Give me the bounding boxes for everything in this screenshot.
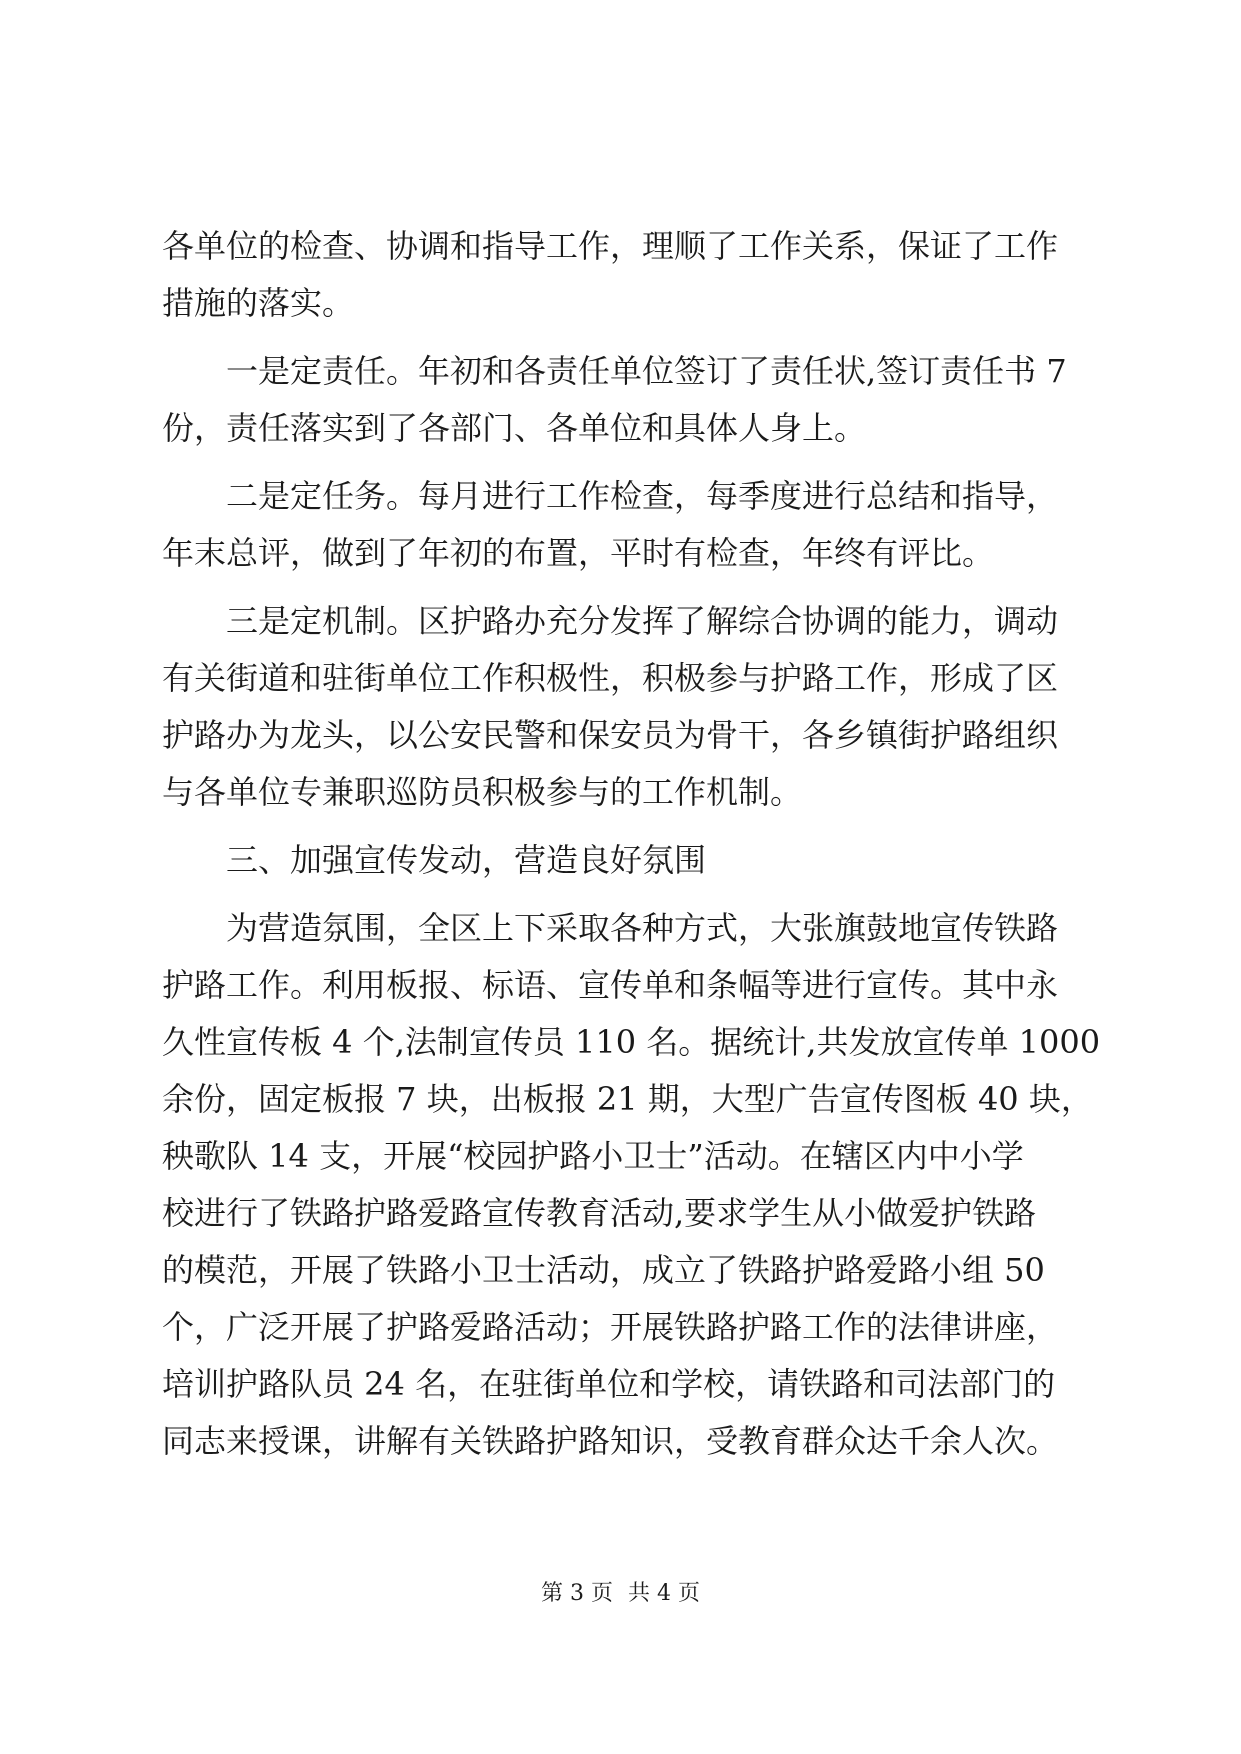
text-line: 个，广泛开展了护路爱路活动；开展铁路护路工作的法律讲座， — [162, 1308, 1059, 1346]
text-line: 有关街道和驻街单位工作积极性，积极参与护路工作，形成了区 — [162, 659, 1059, 697]
text-line: 份，责任落实到了各部门、各单位和具体人身上。 — [162, 409, 867, 447]
text-line: 同志来授课，讲解有关铁路护路知识，受教育群众达千余人次。 — [162, 1422, 1059, 1460]
text-line: 余份，固定板报 7 块，出板报 21 期，大型广告宣传图板 40 块， — [162, 1080, 1093, 1118]
text-line: 各单位的检查、协调和指导工作，理顺了工作关系，保证了工作 — [162, 227, 1059, 265]
text-line: 二是定任务。每月进行工作检查，每季度进行总结和指导， — [226, 477, 1059, 515]
text-line: 护路办为龙头，以公安民警和保安员为骨干，各乡镇街护路组织 — [162, 716, 1059, 754]
text-line: 三是定机制。区护路办充分发挥了解综合协调的能力，调动 — [226, 602, 1059, 640]
text-line: 秧歌队 14 支，开展“校园护路小卫士”活动。在辖区内中小学 — [162, 1137, 1024, 1175]
text-line: 培训护路队员 24 名，在驻街单位和学校，请铁路和司法部门的 — [162, 1365, 1056, 1403]
text-line: 为营造氛围，全区上下采取各种方式，大张旗鼓地宣传铁路 — [226, 909, 1059, 947]
text-line: 校进行了铁路护路爱路宣传教育活动,要求学生从小做爱护铁路 — [162, 1194, 1037, 1232]
text-line: 措施的落实。 — [162, 284, 355, 322]
text-line: 年末总评，做到了年初的布置，平时有检查，年终有评比。 — [162, 534, 995, 572]
text-line: 久性宣传板 4 个,法制宣传员 110 名。据统计,共发放宣传单 1000 — [162, 1023, 1101, 1061]
text-line: 与各单位专兼职巡防员积极参与的工作机制。 — [162, 773, 803, 811]
page-number-current: 第 3 页 — [541, 1581, 613, 1606]
text-line: 一是定责任。年初和各责任单位签订了责任状,签订责任书 7 — [226, 352, 1067, 390]
section-heading: 三、加强宣传发动，营造良好氛围 — [226, 841, 707, 879]
page-number-total: 共 4 页 — [628, 1581, 700, 1606]
text-line: 的模范，开展了铁路小卫士活动，成立了铁路护路爱路小组 50 — [162, 1251, 1045, 1289]
page-footer — [0, 1580, 1241, 1608]
text-line: 护路工作。利用板报、标语、宣传单和条幅等进行宣传。其中永 — [162, 966, 1059, 1004]
